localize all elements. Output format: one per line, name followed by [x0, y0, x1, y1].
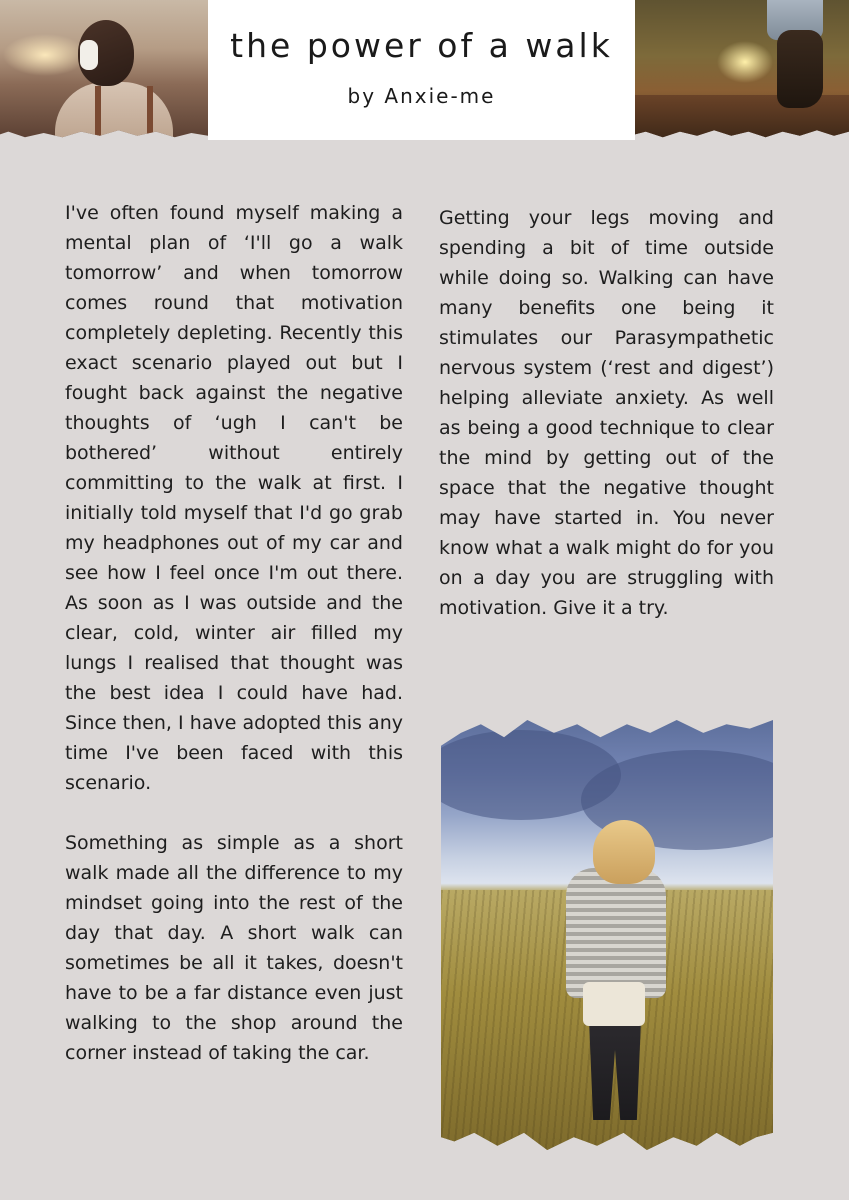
header-photo-left	[0, 0, 208, 140]
article-left-column	[65, 198, 403, 1068]
photo-walker-shorts	[583, 982, 645, 1026]
paragraph: Getting your legs moving and spending a bit of time outside while doing so. Walking can have many benefits one being it stimulates our Parasympathetic nervous system (‘rest and digest’) helping alleviate anxiety. As well as being a good technique to clear the mind by getting out of the space that the negative thought may have started in. You never know what a walk might do for you on a day you are struggling with motivation. Give it a try.	[439, 207, 774, 619]
photo-walker-hair	[593, 820, 655, 884]
header-photo-right	[635, 0, 849, 140]
byline: by Anxie-me	[347, 84, 496, 108]
photo-backpack-strap	[95, 86, 153, 140]
page-title: the power of a walk	[230, 26, 613, 65]
photo-walker-sweater	[566, 868, 666, 998]
article-right-column	[439, 203, 774, 623]
title-card	[208, 0, 635, 140]
boot-icon	[777, 30, 823, 108]
bottom-photo	[441, 720, 773, 1150]
paragraph: Something as simple as a short walk made all the difference to my mindset going into the rest of the day that day. A short walk can sometimes be all it takes, doesn't have to be a far distance even just walking to the shop around the corner instead of taking the car.	[65, 832, 403, 1064]
paragraph: I've often found myself making a mental plan of ‘I'll go a walk tomorrow’ and when tomorrow comes round that motivation completely depleting. Recently this exact scenario played out but I fought back against the negative thoughts of ‘ugh I can't be bothered’ without entirely committing to the walk at first. I initially told myself that I'd go grab my headphones out of my car and see how I feel once I'm out there. As soon as I was outside and the clear, cold, winter air filled my lungs I realised that thought was the best idea I could have had. Since then, I have adopted this any time I've been faced with this scenario.	[65, 202, 403, 794]
headphones-icon	[80, 40, 98, 70]
